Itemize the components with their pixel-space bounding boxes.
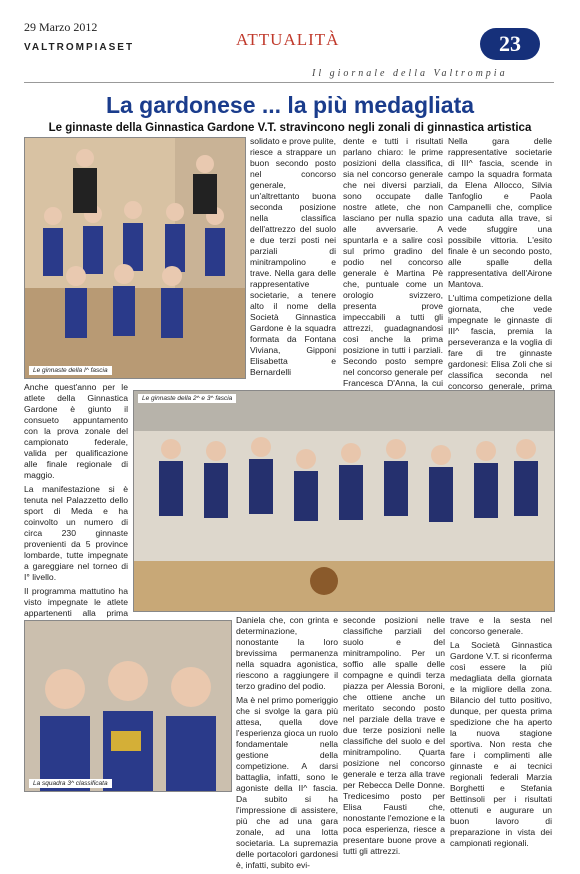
paragraph: La Società Ginnastica Gardone V.T. si riconferma così essere la più medagliata della giornata e la migliore della zona. Bilancio del tutto positivo, dunque, per questa prima spedizione che ha aperto la nuova stagione sportiva. Non resta che fare i complimenti alle ginnaste e ai tecnici regionali federali Marzia Borghetti e Stefania Bettinsoli per i risultati ottenuti e augurare un buon lavoro di preparazione in vista dei campionati regionali. bbox=[450, 640, 552, 848]
paragraph: dente e tutti i risultati parlano chiaro: le prime posizioni della classifica, sia nel concorso generale che nei diversi parziali, sono occupate dalle nostre atlete, che non lasciano per nulla spazio alle avversarie. A spuntarla e a salire così sul primo gradino del podio nel concorso generale è Martina Pè che, puntuale come un orologio svizzero, presenta prove impeccabili a tutti gli attrezzi, guadagnandosi così anche la prima posizione in tutti i parziali. Secondo posto sempre nel concorso generale per Francesca D'Anna, la cui bbox=[343, 136, 443, 388]
photo-caption: Le ginnaste della I^ fascia bbox=[29, 366, 112, 375]
paragraph: Daniela che, con grinta e determinazione, nonostante la loro brevissima permanenza nella squadra agonistica, riescono a raggiungere il terzo gradino del podio. bbox=[236, 615, 338, 691]
tagline: Il giornale della Valtrompia bbox=[312, 68, 508, 79]
photo-first-band bbox=[24, 137, 246, 379]
paragraph: Il programma mattutino ha visto impegnate le atlete appartenenti alla prima bbox=[24, 586, 128, 618]
photo-team-third-place-image bbox=[25, 621, 231, 791]
paragraph: Ma è nel primo pomeriggio che si svolge la gara più attesa, quella dove l'esperienza gioca un ruolo fondamentale nella gestione della competizione. A darsi battaglia, infatti, sono le agoniste della II^ fascia. Da subito si ha l'impressione di assistere, più che ad una gara zonale, ad una lotta societaria. La supremazia delle portacolori gardonesi è, infatti, subito evi- bbox=[236, 695, 338, 870]
issue-date: 29 Marzo 2012 bbox=[24, 20, 98, 34]
paragraph: seconde posizioni nelle classifiche parziali del suolo e del minitrampolino. Per un soffio alle spalle delle compagne e quindi terza piazza per Alessia Boroni, che ottiene anche un meritato secondo posto nel parziale della trave e due terze posizioni nelle classifiche del suolo e del minitrampolino. Quarta posizione nel concorso generale e terza alla trave per Rebecca Delle Donne. Tredicesimo posto per Elisa Fausti che, nonostante l'emozione e la poca esperienza, riesce a presentare buone prove a tutti gli attrezzi. bbox=[343, 615, 445, 856]
page-number-badge: 23 bbox=[480, 28, 540, 60]
paragraph: La manifestazione si è tenuta nel Palazzetto dello sport di Meda e ha coinvolto un numero di circa 230 ginnaste provenienti da 5 province lombarde, tutte impegnate a gareggiare nel torneo di I° livello. bbox=[24, 484, 128, 582]
photo-team-third-place bbox=[24, 620, 232, 792]
paragraph: trave e la sesta nel concorso generale. bbox=[450, 615, 552, 636]
photo-second-third-band bbox=[133, 390, 555, 612]
article-column bbox=[450, 615, 552, 852]
paragraph: solidato e prove pulite, riesce a strappare un buon secondo posto nel concorso generale, un'altrettanto buona seconda posizione nella classifica dell'attrezzo del suolo e due terzi posti nei parziali di minitrampolino e trave. Nella gara delle rappresentative societarie, a tenere alto il nome della Società Ginnastica Gardone è la squadra formata da Fontana Viviana, Gipponi Elisabetta e Bernardelli bbox=[250, 136, 336, 377]
photo-caption: Le ginnaste della 2^ e 3^ fascia bbox=[138, 394, 236, 403]
article-column bbox=[250, 136, 336, 381]
headline: La gardonese ... la più medagliata bbox=[105, 92, 475, 118]
paragraph: Anche quest'anno per le atlete della Ginnastica Gardone è giunto il consueto appuntamento con la prova zonale del campionato federale, valida per qualificazione alle finale regionale di maggio. bbox=[24, 382, 128, 480]
photo-second-third-band-image bbox=[134, 391, 554, 611]
header-rule bbox=[24, 82, 554, 83]
paragraph: Nella gara delle rappresentative societarie di III^ fascia, scende in campo la squadra formata da Elena Allocco, Silvia Tanfoglio e Paola Campanelli che, complice una caduta alla trave, si vede sfuggire una possibile vittoria. L'esito finale è un secondo posto, alle spalle della rappresentativa dell'Airone Mantova. bbox=[448, 136, 552, 289]
photo-first-band-image bbox=[25, 138, 245, 378]
section-title: ATTUALITÀ bbox=[236, 30, 340, 49]
paragraph: L'ultima competizione della giornata, che vede impegnate le ginnaste di III^ fascia, premia la perseveranza e la voglia di fare di tre ginnaste gardonesi: Elisa Zoli che si classifica seconda nel concorso generale, prima bbox=[448, 293, 552, 391]
subhead: Le ginnaste della Ginnastica Gardone V.T. stravincono negli zonali di ginnastica artistica bbox=[48, 122, 532, 134]
article-column bbox=[236, 615, 338, 874]
article-column bbox=[343, 615, 445, 860]
masthead: VALTROMPIASET bbox=[24, 42, 135, 53]
photo-caption: La squadra 3^ classificata bbox=[29, 779, 112, 788]
